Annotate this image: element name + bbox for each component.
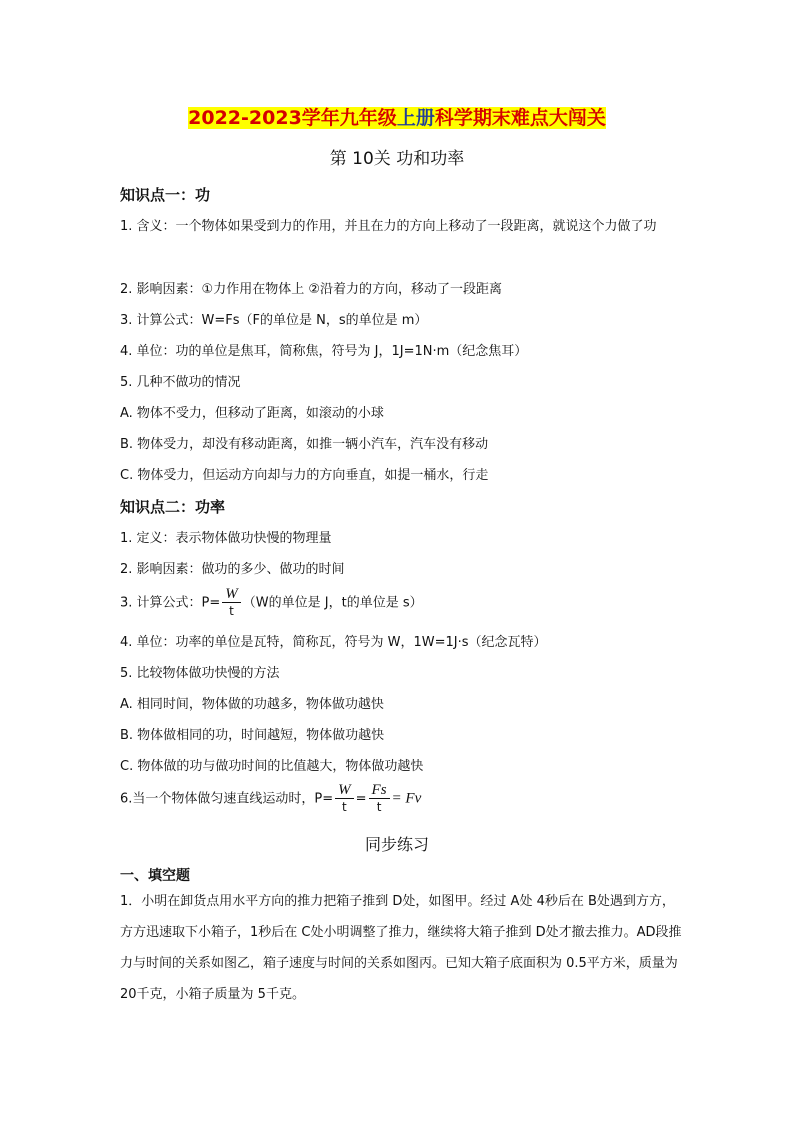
s2-item-1: 1. 定义：表示物体做功快慢的物理量: [120, 531, 332, 546]
title-volume: 上册: [396, 107, 435, 129]
item6-denominator-1: t: [342, 800, 347, 814]
s2-item-2: 2. 影响因素：做功的多少、做功的时间: [120, 562, 345, 577]
title-subject: 科学期末难点大闯关: [434, 107, 606, 129]
title-grade: 学年九年级: [301, 107, 397, 129]
section1-heading: 知识点一：功: [120, 186, 211, 204]
s2-item-3-formula: [120, 586, 423, 620]
s1-item-2: 2. 影响因素：①力作用在物体上 ②沿着力的方向，移动了一段距离: [120, 282, 502, 297]
item6-prefix: 6.当一个物体做匀速直线运动时，P=: [120, 791, 334, 807]
item6-equals: =: [355, 791, 367, 807]
item6-fraction-w: [335, 782, 354, 816]
item6-fraction-fs: [369, 782, 390, 816]
s2-item-c: C. 物体做的功与做功时间的比值越大，物体做功越快: [120, 759, 424, 774]
s1-item-c: C. 物体受力，但运动方向却与力的方向垂直，如提一桶水，行走: [120, 468, 489, 483]
part-heading: 一、填空题: [120, 868, 190, 884]
title-highlight: [188, 107, 606, 129]
s1-item-5: 5. 几种不做功的情况: [120, 375, 241, 390]
s2-item-6-formula: [120, 782, 421, 816]
s2-item-b: B. 物体做相同的功，时间越短，物体做功越快: [120, 728, 385, 743]
s1-item-a: A. 物体不受力，但移动了距离，如滚动的小球: [120, 406, 384, 421]
s2-item-a: A. 相同时间，物体做的功越多，物体做功越快: [120, 697, 384, 712]
power-fraction: [222, 586, 241, 620]
item6-numerator-1: W: [335, 782, 354, 799]
item6-result: = Fv: [391, 790, 422, 807]
s1-item-1: 1. 含义：一个物体如果受到力的作用，并且在力的方向上移动了一段距离，就说这个力做了功: [120, 219, 657, 234]
s1-item-4: 4. 单位：功的单位是焦耳，简称焦，符号为 J，1J=1N·m（纪念焦耳）: [120, 344, 528, 359]
item6-denominator-2: t: [376, 800, 382, 814]
chapter-subtitle: 第 10关 功和功率: [329, 149, 465, 169]
document-title: [0, 104, 794, 132]
fraction-numerator: W: [222, 586, 241, 603]
question-1: 1．小明在卸货点用水平方向的推力把箱子推到 D处，如图甲。经过 A处 4秒后在 B处遇到方方，方方迅速取下小箱子，1秒后在 C处小明调整了推力，继续将大箱子推到 D处才撤去推力。AD段推力与时间的关系如图乙，箱子速度与时间的关系如图丙。已知大箱子底面积为 0.5平方米，质量为 20千克，小箱子质量为 5千克。: [120, 894, 682, 1002]
s2-item-4: 4. 单位：功率的单位是瓦特，简称瓦，符号为 W，1W=1J·s（纪念瓦特）: [120, 635, 547, 650]
fraction-denominator: t: [229, 604, 234, 618]
section2-heading: 知识点二：功率: [120, 498, 226, 516]
s2-item-5: 5. 比较物体做功快慢的方法: [120, 666, 280, 681]
practice-title: 同步练习: [364, 835, 429, 854]
title-year: 2022-2023: [188, 107, 302, 129]
s1-item-b: B. 物体受力，却没有移动距离，如推一辆小汽车，汽车没有移动: [120, 437, 489, 452]
formula-suffix: （W的单位是 J，t的单位是 s）: [242, 595, 423, 611]
formula-prefix: 3. 计算公式：P=: [120, 595, 221, 611]
item6-numerator-2: Fs: [369, 782, 390, 799]
s1-item-3: 3. 计算公式：W=Fs（F的单位是 N，s的单位是 m）: [120, 313, 428, 328]
